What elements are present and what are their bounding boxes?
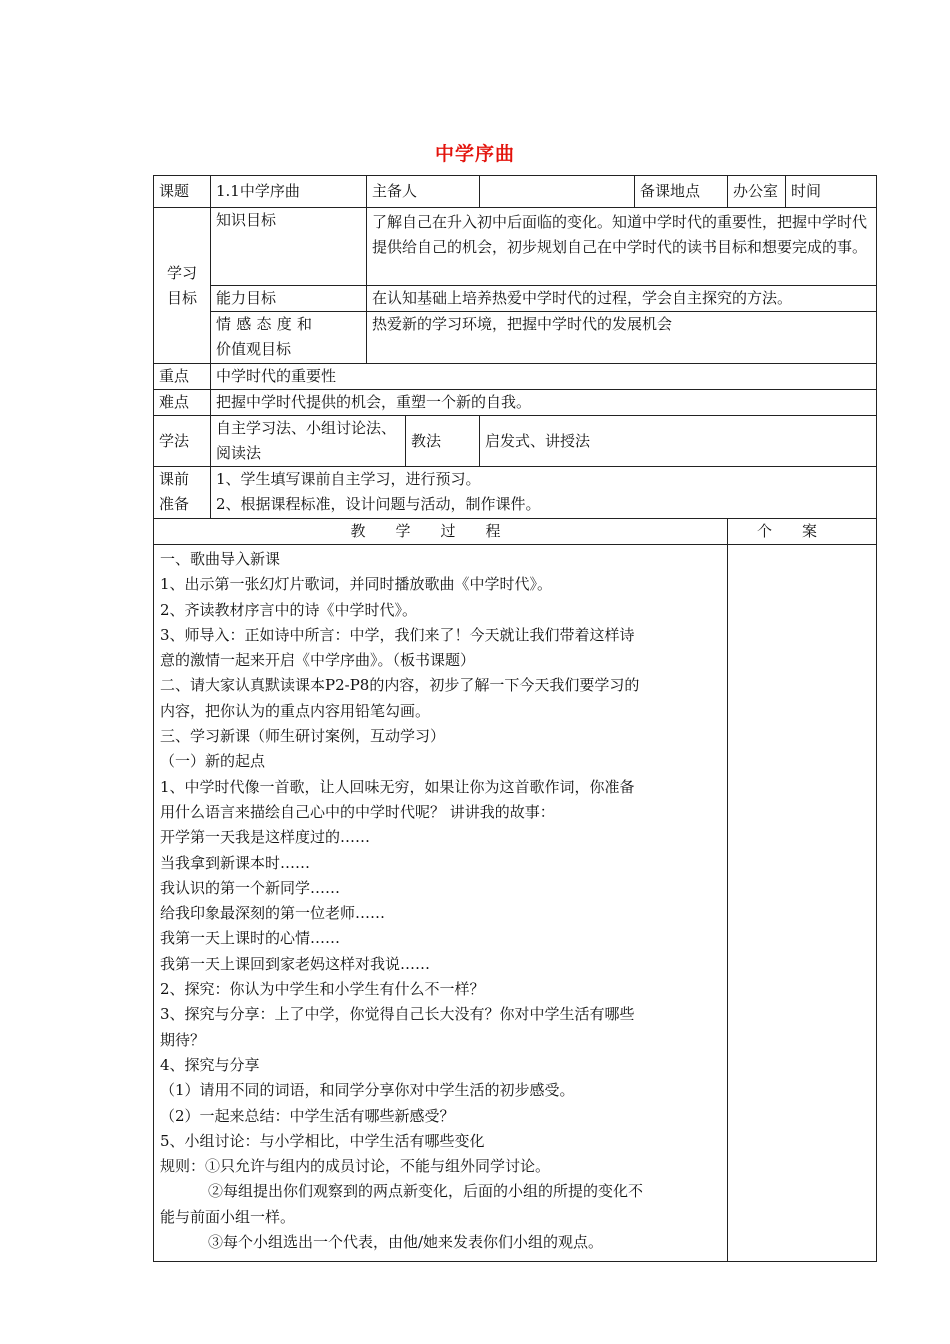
process-line: 规则：①只允许与组内的成员讨论，不能与组外同学讨论。 xyxy=(160,1157,551,1176)
process-line: （2）一起来总结：中学生活有哪些新感受？ xyxy=(160,1106,455,1125)
key-point-row xyxy=(154,364,877,390)
key-point-text: 中学时代的重要性 xyxy=(211,364,877,390)
process-header: 教学过程 xyxy=(154,519,728,545)
process-line: 二、请大家认真默读课本P2-P8的内容，初步了解一下今天我们要学习的 xyxy=(160,676,640,695)
time-label: 时间 xyxy=(786,176,877,208)
personal-header: 个案 xyxy=(728,519,877,545)
process-line: ③每个小组选出一个代表，由他/她来发表你们小组的观点。 xyxy=(208,1233,604,1252)
knowledge-objective-row xyxy=(154,208,877,286)
methods-row xyxy=(154,416,877,467)
process-line: 1、出示第一张幻灯片歌词，并同时播放歌曲《中学时代》。 xyxy=(160,575,553,594)
process-line: 三、学习新课（师生研讨案例，互动学习） xyxy=(160,727,446,746)
objectives-label-line1: 学习 xyxy=(166,263,197,282)
process-line: 给我印象最深刻的第一位老师…… xyxy=(160,904,386,923)
preparation-label-line2: 准备 xyxy=(159,495,190,513)
process-line: 开学第一天我是这样度过的…… xyxy=(160,828,371,847)
difficulty-text: 把握中学时代提供的机会，重塑一个新的自我。 xyxy=(211,390,877,416)
teaching-method-label: 教法 xyxy=(406,416,480,467)
difficulty-label: 难点 xyxy=(154,390,211,416)
location-label: 备课地点 xyxy=(635,176,728,208)
process-line: 内容，把你认为的重点内容用铅笔勾画。 xyxy=(160,701,431,720)
process-line: 3、探究与分享：上了中学，你觉得自己长大没有？你对中学生活有哪些 xyxy=(160,1005,635,1024)
process-line: 3、师导入：正如诗中所言：中学，我们来了！今天就让我们带着这样诗 xyxy=(160,625,635,644)
emotion-label-line1: 情感态度和 xyxy=(216,315,312,333)
process-line: 我认识的第一个新同学…… xyxy=(160,878,341,897)
teaching-method-text: 启发式、讲授法 xyxy=(480,416,877,467)
ability-objective-row xyxy=(154,286,877,312)
location-value: 办公室 xyxy=(728,176,786,208)
preparer-value xyxy=(480,176,635,208)
process-line: 2、齐读教材序言中的诗《中学时代》。 xyxy=(160,600,418,619)
process-line: 能与前面小组一样。 xyxy=(160,1207,296,1226)
process-line: 4、探究与分享 xyxy=(160,1055,260,1074)
topic-label: 课题 xyxy=(154,176,211,208)
process-line: 我第一天上课时的心情…… xyxy=(160,929,341,948)
objectives-label-line2: 目标 xyxy=(166,288,197,307)
process-line: 当我拿到新课本时…… xyxy=(160,853,311,872)
preparation-content xyxy=(211,467,877,519)
ability-label: 能力目标 xyxy=(211,286,367,312)
emotion-text: 热爱新的学习环境，把握中学时代的发展机会 xyxy=(367,312,877,364)
process-body-row xyxy=(154,545,877,1262)
document-title: 中学序曲 xyxy=(434,143,515,165)
difficulty-row xyxy=(154,390,877,416)
preparation-label xyxy=(154,467,211,519)
learning-method-text: 自主学习法、小组讨论法、阅读法 xyxy=(211,416,406,467)
preparation-row xyxy=(154,467,877,519)
process-content xyxy=(154,545,728,1262)
process-line: 期待？ xyxy=(160,1030,206,1049)
process-line: 我第一天上课回到家老妈这样对我说…… xyxy=(160,954,431,973)
process-header-row xyxy=(154,519,877,545)
key-point-label: 重点 xyxy=(154,364,211,390)
emotion-objective-row xyxy=(154,312,877,364)
process-line: 意的激情一起来开启《中学序曲》。（板书课题） xyxy=(160,651,476,670)
process-line: （一）新的起点 xyxy=(160,752,266,771)
objectives-label xyxy=(154,208,211,364)
process-line: 2、探究：你认为中学生和小学生有什么不一样？ xyxy=(160,980,485,999)
process-line: 5、小组讨论：与小学相比，中学生活有哪些变化 xyxy=(160,1131,485,1150)
preparation-line-1: 1、学生填写课前自主学习，进行预习。 xyxy=(216,470,481,488)
lesson-plan-table xyxy=(153,175,877,1262)
process-line: ②每组提出你们观察到的两点新变化，后面的小组的所提的变化不 xyxy=(208,1182,644,1201)
process-line: 一、歌曲导入新课 xyxy=(160,550,281,568)
process-line: 1、中学时代像一首歌，让人回味无穷，如果让你为这首歌作词，你准备 xyxy=(160,777,635,796)
knowledge-label: 知识目标 xyxy=(211,208,367,286)
process-lines xyxy=(160,547,721,1255)
emotion-label-line2: 价值观目标 xyxy=(216,340,292,358)
process-line: 用什么语言来描绘自己心中的中学时代呢？ 讲讲我的故事： xyxy=(160,802,555,821)
emotion-label xyxy=(211,312,367,364)
preparation-line-2: 2、根据课程标准，设计问题与活动，制作课件。 xyxy=(216,495,541,513)
ability-text: 在认知基础上培养热爱中学时代的过程，学会自主探究的方法。 xyxy=(367,286,877,312)
header-row xyxy=(154,176,877,208)
learning-method-label: 学法 xyxy=(154,416,211,467)
preparer-label: 主备人 xyxy=(367,176,480,208)
process-line: （1）请用不同的词语，和同学分享你对中学生活的初步感受。 xyxy=(160,1081,575,1100)
personal-content xyxy=(728,545,877,1262)
preparation-label-line1: 课前 xyxy=(159,470,190,488)
knowledge-text: 了解自己在升入初中后面临的变化。知道中学时代的重要性，把握中学时代提供给自己的机会，初步规划自己在中学时代的读书目标和想要完成的事。 xyxy=(367,208,877,286)
topic-value: 1.1中学序曲 xyxy=(211,176,367,208)
